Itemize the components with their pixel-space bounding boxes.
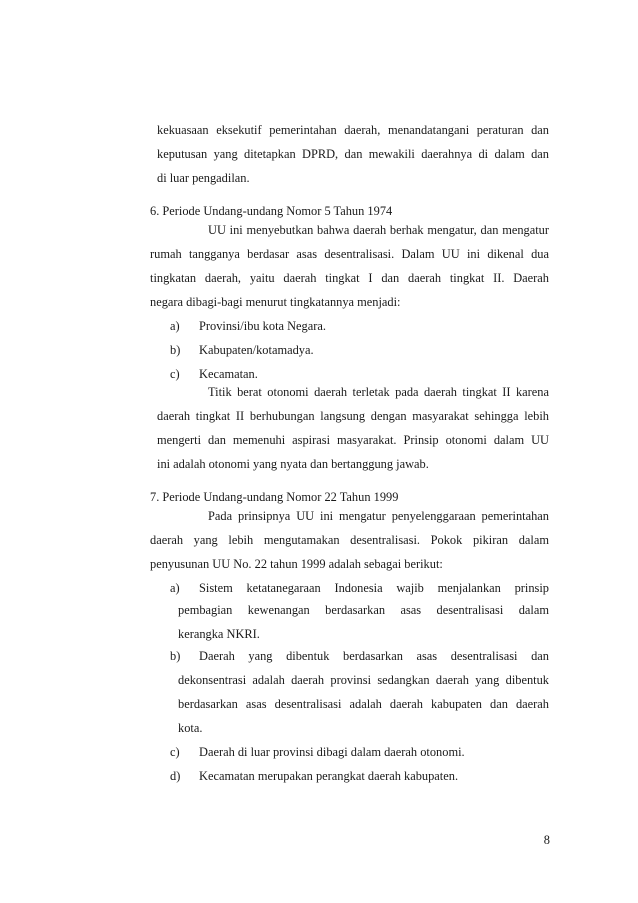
list-marker: b) <box>170 343 181 357</box>
section-heading: 7. Periode Undang-undang Nomor 22 Tahun 1999 <box>150 490 399 504</box>
text-line: Titik berat otonomi daerah terletak pada daerah tingkat II karena <box>208 385 549 399</box>
list-item-continuation: kota. <box>178 721 203 735</box>
list-marker: b) <box>170 649 181 663</box>
text-line: kekuasaan eksekutif pemerintahan daerah, menandatangani peraturan dan <box>157 123 549 137</box>
text-line: UU ini menyebutkan bahwa daerah berhak mengatur, dan mengatur <box>208 223 549 237</box>
page-number: 8 <box>543 833 550 847</box>
list-item-continuation: dekonsentrasi adalah daerah provinsi sedangkan daerah yang dibentuk <box>178 673 549 687</box>
list-marker: a) <box>170 319 180 333</box>
list-item: Daerah yang dibentuk berdasarkan asas desentralisasi dan <box>199 649 549 663</box>
text-line: Pada prinsipnya UU ini mengatur penyelenggaraan pemerintahan <box>208 509 549 523</box>
list-marker: c) <box>170 745 180 759</box>
list-item-continuation: berdasarkan asas desentralisasi adalah daerah kabupaten dan daerah <box>178 697 549 711</box>
list-item-continuation: pembagian kewenangan berdasarkan asas desentralisasi dalam <box>178 603 549 617</box>
list-item-continuation: kerangka NKRI. <box>178 627 260 641</box>
section-heading: 6. Periode Undang-undang Nomor 5 Tahun 1974 <box>150 204 393 218</box>
text-line: mengerti dan memenuhi aspirasi masyarakat. Prinsip otonomi dalam UU <box>157 433 549 447</box>
list-item: Kabupaten/kotamadya. <box>199 343 314 357</box>
text-line: tingkatan daerah, yaitu daerah tingkat I dan daerah tingkat II. Daerah <box>150 271 549 285</box>
text-line: keputusan yang ditetapkan DPRD, dan mewakili daerahnya di dalam dan <box>157 147 549 161</box>
text-line: daerah tingkat II berhubungan langsung dengan masyarakat sehingga lebih <box>157 409 549 423</box>
list-item: Kecamatan merupakan perangkat daerah kabupaten. <box>199 769 459 783</box>
text-line: di luar pengadilan. <box>157 171 250 185</box>
text-line: rumah tangganya berdasar asas desentralisasi. Dalam UU ini dikenal dua <box>150 247 549 261</box>
list-item: Kecamatan. <box>199 367 258 381</box>
list-item: Daerah di luar provinsi dibagi dalam daerah otonomi. <box>199 745 465 759</box>
list-marker: a) <box>170 581 180 595</box>
list-item: Sistem ketatanegaraan Indonesia wajib menjalankan prinsip <box>199 581 549 595</box>
text-line: daerah yang lebih mengutamakan desentralisasi. Pokok pikiran dalam <box>150 533 549 547</box>
list-item: Provinsi/ibu kota Negara. <box>199 319 326 333</box>
text-line: penyusunan UU No. 22 tahun 1999 adalah sebagai berikut: <box>150 557 443 571</box>
text-line: negara dibagi-bagi menurut tingkatannya menjadi: <box>150 295 401 309</box>
list-marker: d) <box>170 769 181 783</box>
text-line: ini adalah otonomi yang nyata dan bertanggung jawab. <box>157 457 429 471</box>
list-marker: c) <box>170 367 180 381</box>
